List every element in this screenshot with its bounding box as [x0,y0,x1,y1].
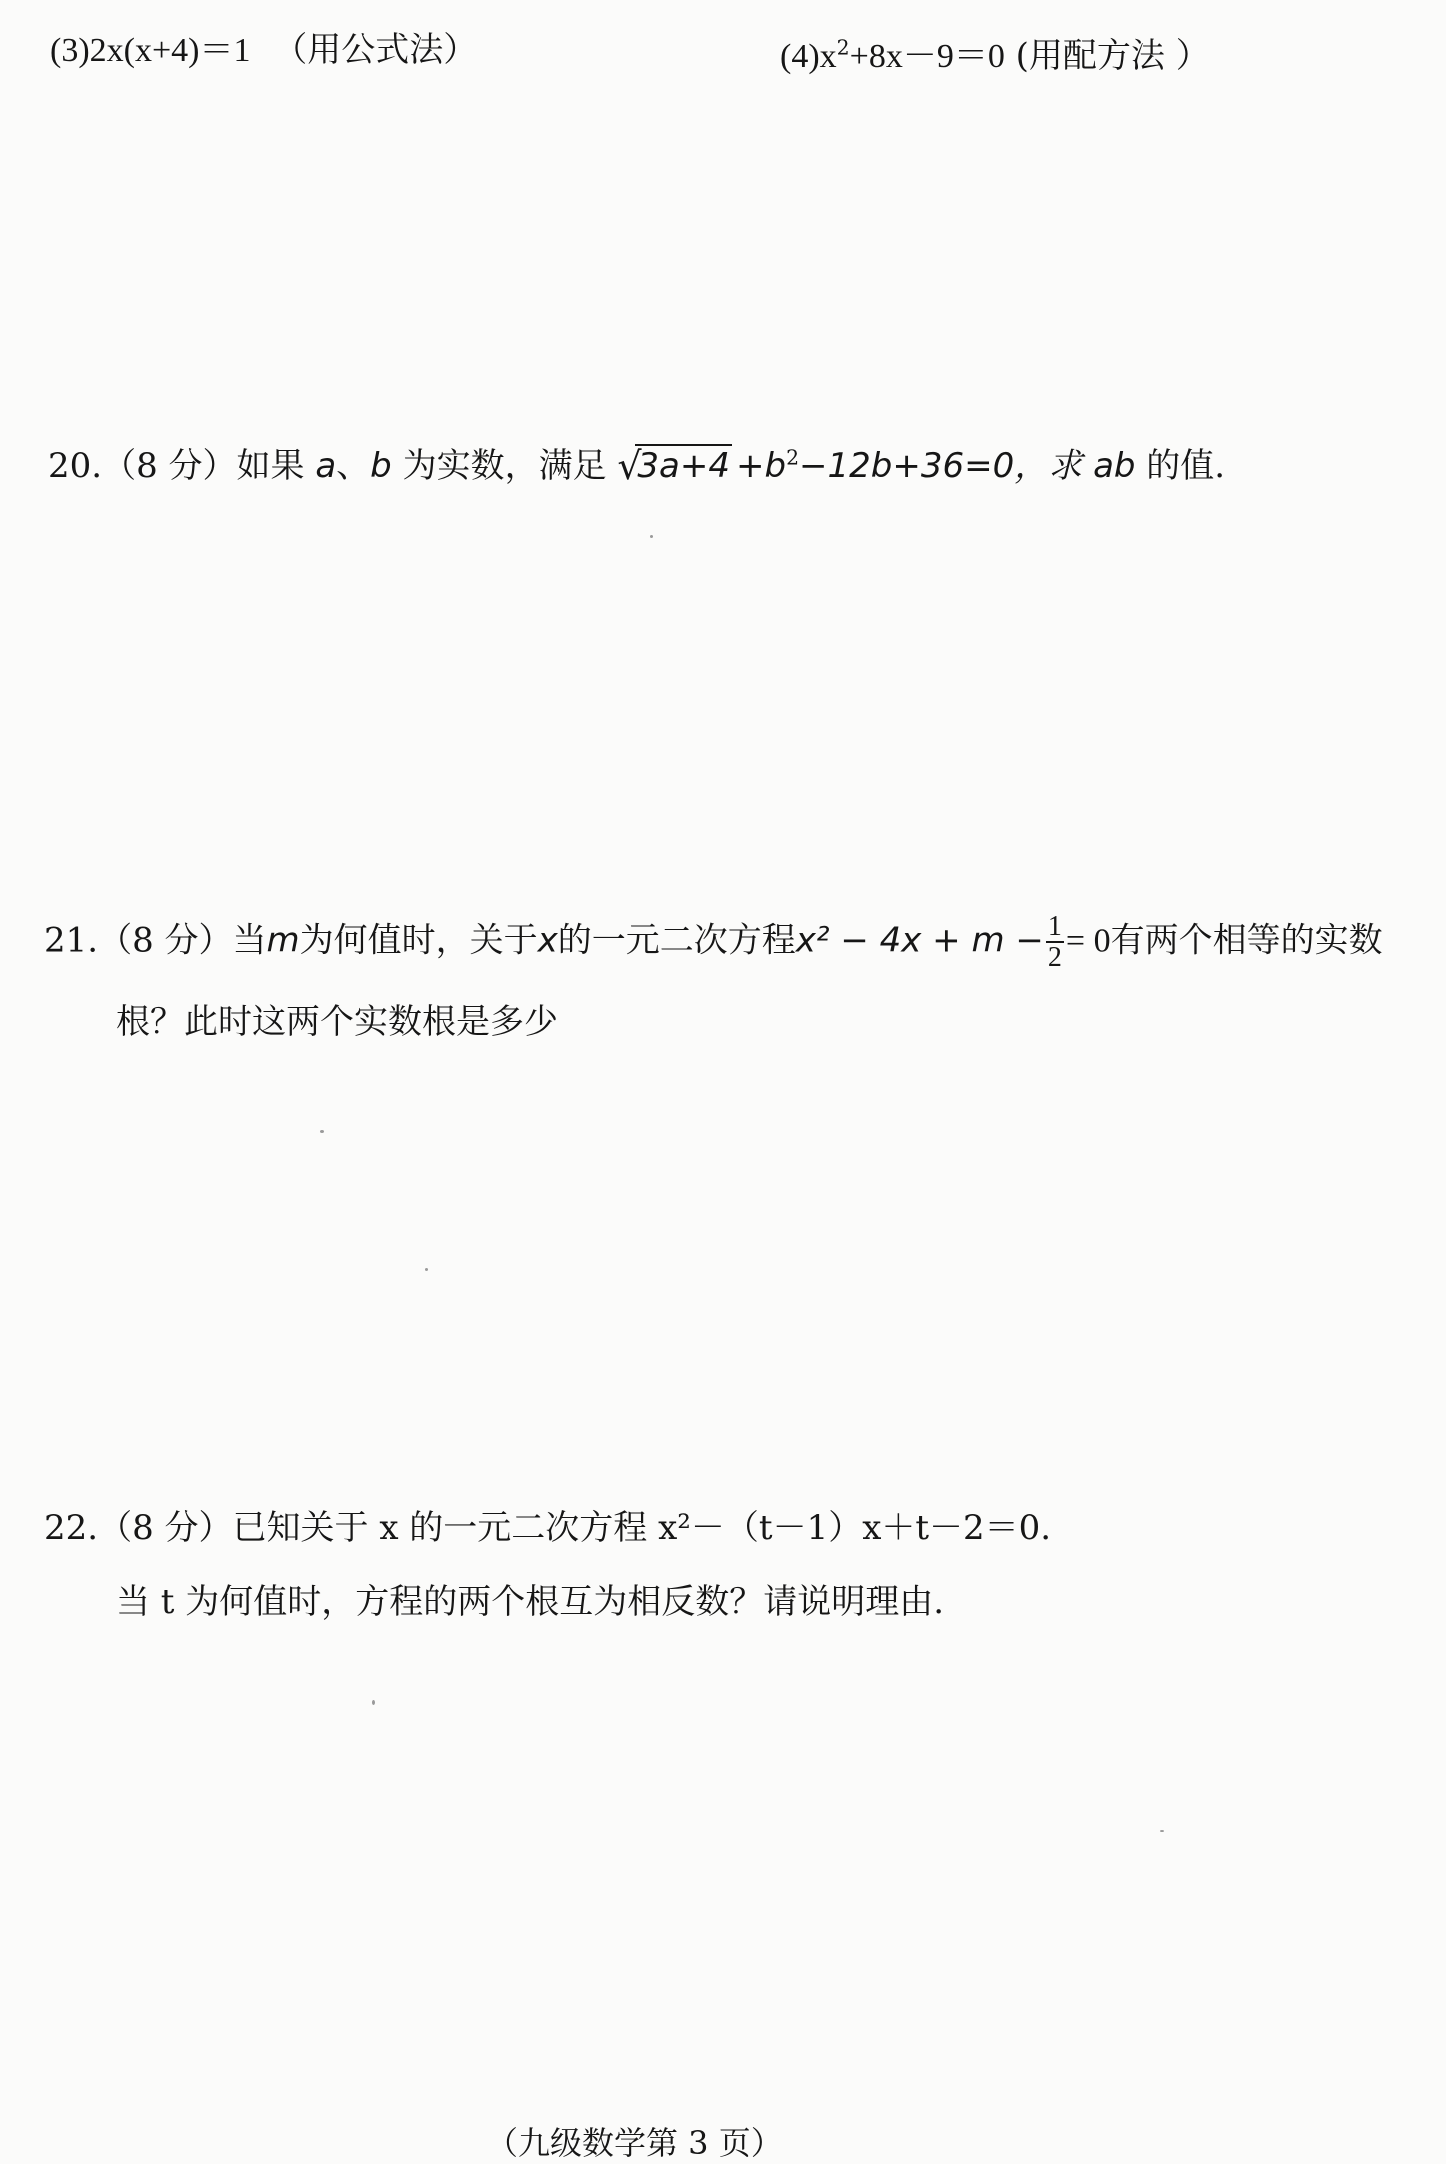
question-20-end: 的值. [1135,446,1226,486]
question-20-prefix: 20.（8 分）如果 [48,446,316,486]
question-20-b-term: +b [735,446,787,486]
question-21-line-1 [44,912,1383,973]
question-3-method: （用公式法） [273,30,478,70]
variable-x: x [537,920,558,961]
scan-speck [372,1700,375,1705]
question-20-exponent: 2 [786,445,800,470]
question-20-separator: 、 [336,446,371,486]
question-4-exponent: 2 [836,35,850,60]
question-21-mid-2: 的一元二次方程 [557,920,796,961]
question-4-equation-rest: +8x－9＝0 [849,38,1005,75]
scan-speck [320,1130,324,1133]
question-21-prefix: 21.（8 分）当 [44,920,267,961]
question-4 [780,28,1210,77]
question-3-equation: (3)2x(x+4)＝1 [50,32,251,69]
question-21-line-2: 根？此时这两个实数根是多少 [116,1002,558,1042]
variable-a: a [315,446,337,486]
question-3 [50,22,477,71]
fraction-one-half [1046,912,1064,973]
page-footer: （九级数学第 3 页） [486,2124,783,2162]
variable-m: m [266,920,300,961]
scan-speck [425,1268,428,1271]
fraction-numerator: 1 [1047,911,1062,942]
question-4-method: (用配方法 ） [1015,36,1210,76]
question-21-equation-start: x² − 4x + m − [795,920,1044,961]
question-21-equation-end: = 0 [1065,922,1111,960]
radicand: 3a+4 [637,446,730,486]
variable-b: b [370,446,392,486]
question-22-line-1: 22.（8 分）已知关于 x 的一元二次方程 x²－（t－1）x＋t－2＝0. [44,1508,1052,1548]
scan-speck [650,535,653,538]
radical-sign-icon: √ [617,444,642,488]
question-20 [48,438,1225,487]
fraction-denominator: 2 [1047,942,1062,974]
question-21-mid-3: 有两个相等的实数 [1110,920,1383,961]
question-4-equation-start: (4)x [780,38,837,75]
question-22-line-2: 当 t 为何值时，方程的两个根互为相反数？请说明理由. [116,1582,945,1622]
question-21-mid-1: 为何值时，关于 [299,920,538,961]
question-20-mid: 为实数，满足 [391,446,607,486]
square-root [617,446,732,486]
question-20-equation-tail: −12b+36=0，求 [799,446,1094,486]
variable-ab: ab [1093,446,1136,486]
scan-speck [1160,1830,1164,1832]
